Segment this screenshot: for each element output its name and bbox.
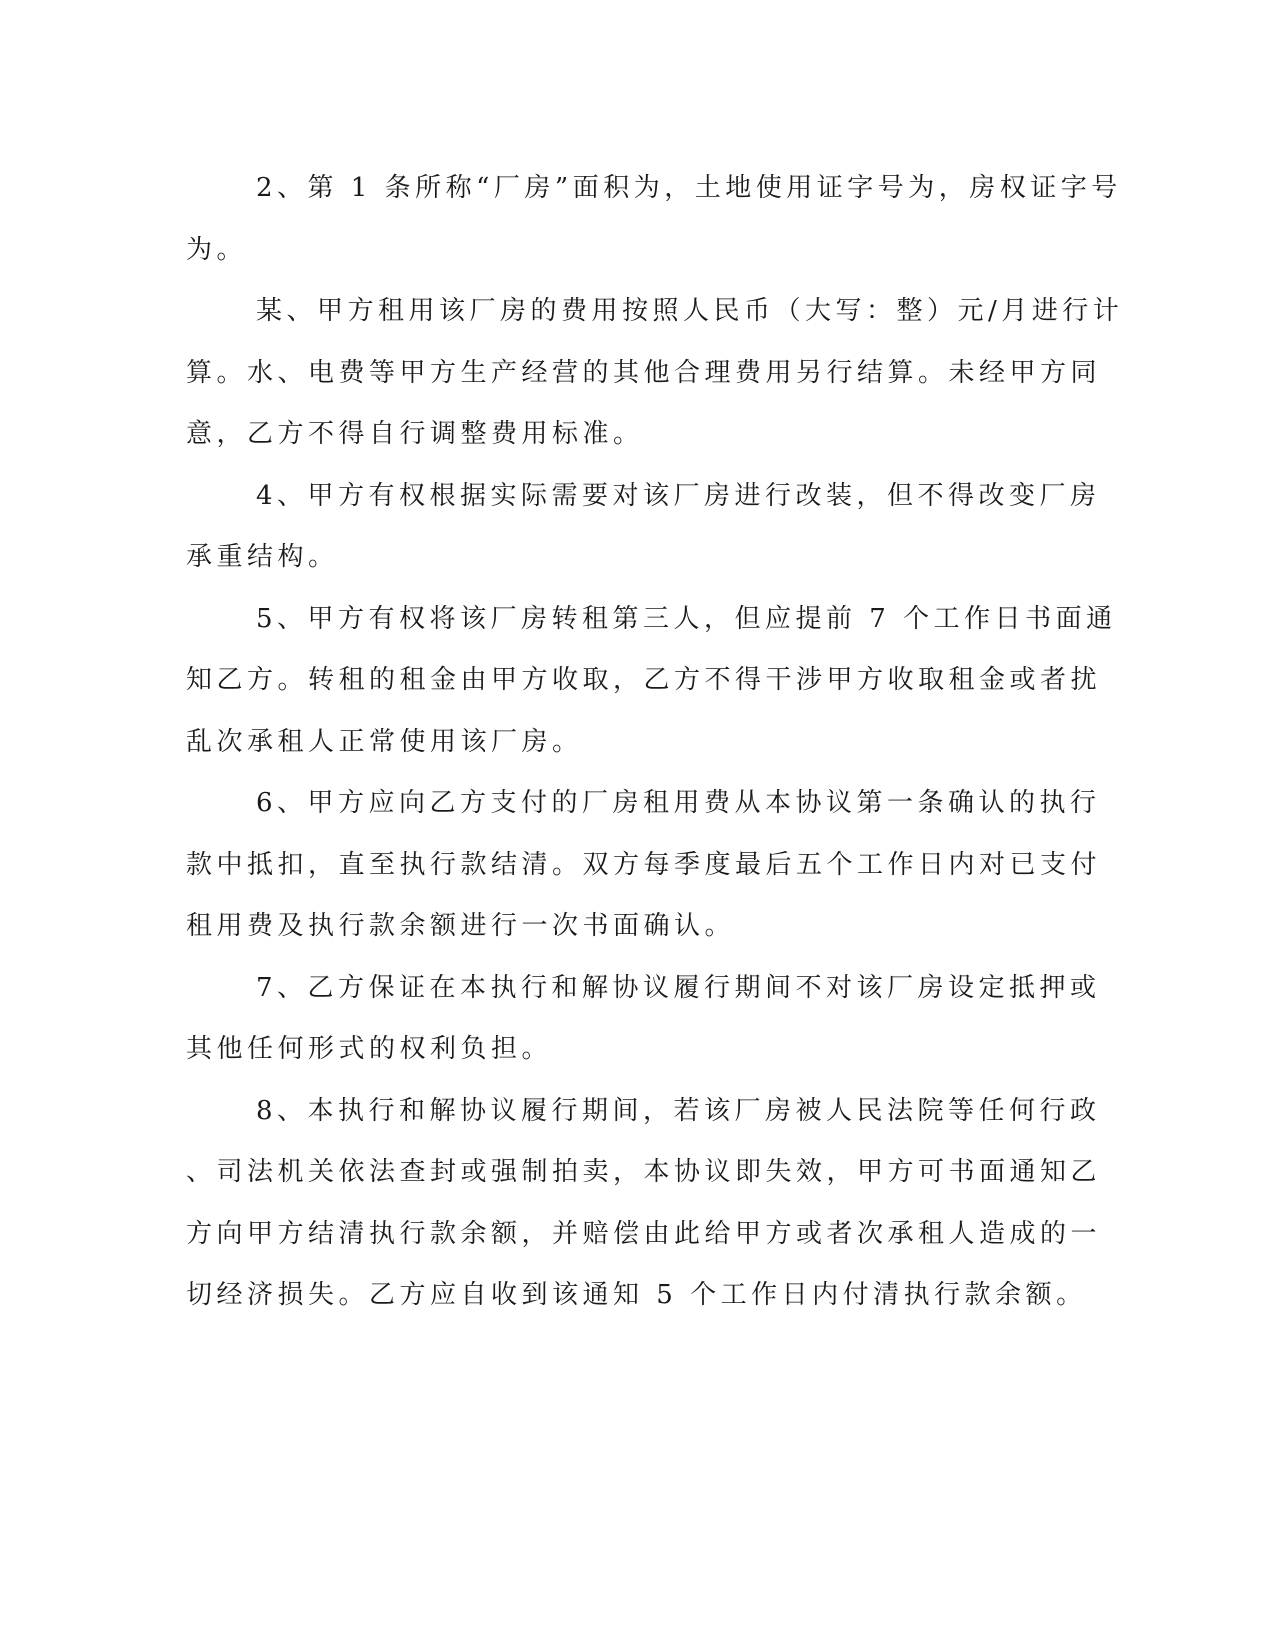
- text-line: 乱次承租人正常使用该厂房。: [186, 726, 583, 757]
- text-line: 4、甲方有权根据实际需要对该厂房进行改装，但不得改变厂房: [256, 480, 1101, 511]
- paragraph-clause-7: [186, 958, 1101, 1081]
- text-line: 款中抵扣，直至执行款结清。双方每季度最后五个工作日内对已支付: [186, 849, 1102, 880]
- text-line: 5、甲方有权将该厂房转租第三人，但应提前 7 个工作日书面通: [256, 603, 1117, 634]
- text-line: 2、第 1 条所称“厂房”面积为，土地使用证字号为，房权证字号: [256, 173, 1122, 203]
- paragraph-clause-6: [186, 773, 1102, 958]
- text-line: 知乙方。转租的租金由甲方收取，乙方不得干涉甲方收取租金或者扰: [186, 665, 1102, 695]
- text-line: 7、乙方保证在本执行和解协议履行期间不对该厂房设定抵押或: [256, 972, 1101, 1003]
- paragraph-clause-5: [186, 589, 1117, 774]
- paragraph-clause-4: [186, 466, 1101, 589]
- text-line: 其他任何形式的权利负担。: [186, 1034, 553, 1064]
- text-line: 切经济损失。乙方应自收到该通知 5 个工作日内付清执行款余额。: [186, 1280, 1087, 1310]
- document-body: [186, 158, 1124, 1327]
- text-line: 某、甲方租用该厂房的费用按照人民币（大写：整）元/月进行计: [256, 296, 1124, 326]
- paragraph-clause-3: [186, 281, 1124, 466]
- text-line: 算。水、电费等甲方生产经营的其他合理费用另行结算。未经甲方同: [186, 357, 1102, 388]
- text-line: 方向甲方结清执行款余额，并赔偿由此给甲方或者次承租人造成的一: [186, 1218, 1102, 1249]
- paragraph-clause-2: [186, 158, 1122, 281]
- text-line: 意，乙方不得自行调整费用标准。: [186, 419, 644, 449]
- text-line: 为。: [186, 234, 248, 265]
- text-line: 承重结构。: [186, 542, 339, 572]
- paragraph-clause-8: [186, 1081, 1102, 1327]
- text-line: 、司法机关依法查封或强制拍卖，本协议即失效，甲方可书面通知乙: [186, 1157, 1102, 1187]
- text-line: 6、甲方应向乙方支付的厂房租用费从本协议第一条确认的执行: [256, 788, 1101, 818]
- text-line: 租用费及执行款余额进行一次书面确认。: [186, 911, 736, 941]
- text-line: 8、本执行和解协议履行期间，若该厂房被人民法院等任何行政: [256, 1095, 1101, 1126]
